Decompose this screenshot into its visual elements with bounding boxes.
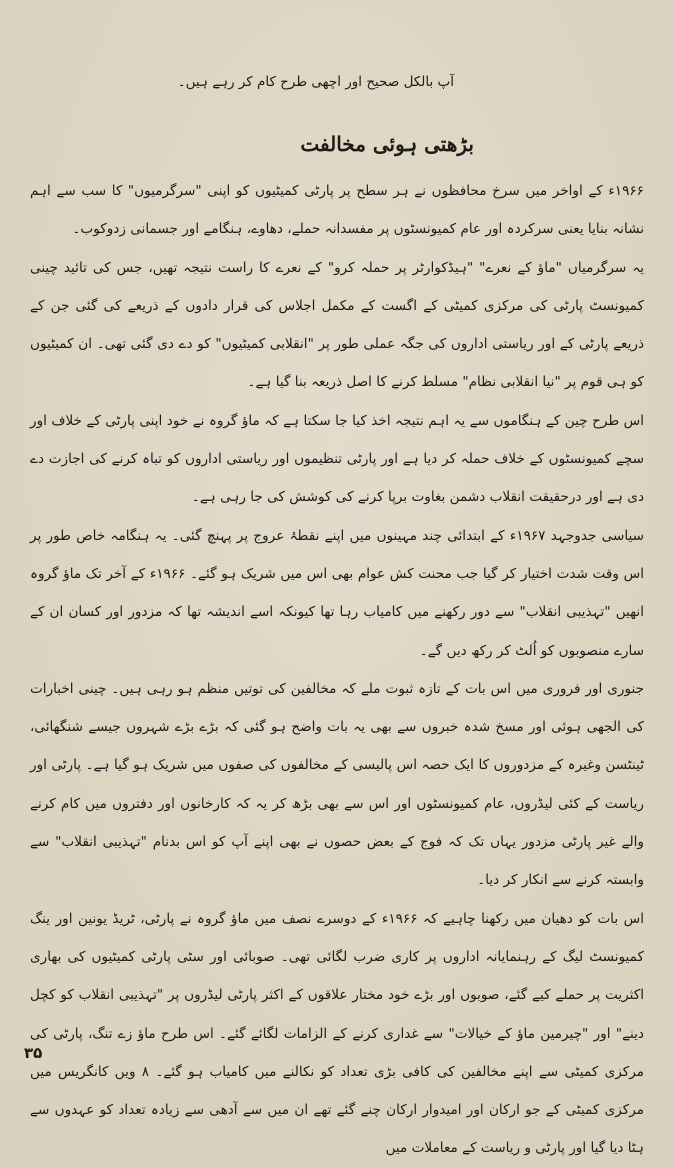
paragraph-5: جنوری اور فروری میں اس بات کے تازہ ثبوت ملے کہ مخالفین کی توتیں منظم ہو رہی ہیں۔ چینی اخبارات کی الجھی ہوئی اور مسخ شدہ خبروں سے بھی یہ بات واضح ہو گئی کہ بڑے بڑے شہروں جیسے شنگھائی، ٹینٹسن وغیرہ کے مزدوروں کا ایک حصہ اس پالیسی کے مخالفوں کی صفوں میں شریک ہو گیا ہے۔ پارٹی اور ریاست کے کئی لیڈروں، عام کمیونسٹوں اور اس سے بھی بڑھ کر یہ کہ کارخانوں اور دفتروں میں کام کرنے والے غیر پارٹی مزدور یہاں تک کہ فوج کے بعض حصوں نے بھی اپنے آپ کو اس بدنام "تہذیبی انقلاب" سے وابستہ کرنے سے انکار کر دیا۔	[30, 680, 644, 889]
paragraph-3: اس طرح چین کے ہنگاموں سے یہ اہم نتیجہ اخذ کیا جا سکتا ہے کہ ماؤ گروہ نے خود اپنی پارٹی کے خلاف اور سچے کمیونسٹوں کے خلاف حملہ کر دیا ہے اور پارٹی تنظیموں اور ریاستی اداروں کو تباہ کرنے کی اجازت دے دی ہے اور درحقیقت انقلاب دشمن بغاوت برپا کرنے کی کوشش کی جا رہی ہے۔	[30, 412, 644, 506]
paragraph-2: یہ سرگرمیاں "ماؤ کے نعرے" "ہیڈکوارٹر پر حملہ کرو" کے نعرے کا راست نتیجہ تھیں، جس کی تائید چینی کمیونسٹ پارٹی کی مرکزی کمیٹی کے اگست کے مکمل اجلاس کی قرار دادوں کے ذریعے کی گئی جن کے ذریعے پارٹی کے اور ریاستی اداروں کی جگہ عملی طور پر "انقلابی کمیٹیوں" کو دے دی گئی تھی۔ ان کمیٹیوں کو ہی قوم پر "نیا انقلابی نظام" مسلط کرنے کا اصل ذریعہ بنا گیا ہے۔	[30, 259, 644, 391]
paragraph-1: ۱۹۶۶ء کے اواخر میں سرخ محافظوں نے ہر سطح پر پارٹی کمیٹیوں کو اپنی "سرگرمیوں" کا سب سے اہم نشانہ بنایا یعنی سرکردہ اور عام کمیونسٹوں پر مفسدانہ حملے، دھاوے، ہنگامے اور جسمانی زدوکوب۔	[30, 183, 644, 238]
paragraph-4: سیاسی جدوجہد ۱۹۶۷ء کے ابتدائی چند مہینوں میں اپنے نقطۂ عروج پر پہنچ گئی۔ یہ ہنگامہ خاص طور پر اس وقت شدت اختیار کر گیا جب محنت کش عوام بھی اس میں شریک ہو گئے۔ ۱۹۶۶ء کے آخر تک ماؤ گروہ انھیں "تہذیبی انقلاب" سے دور رکھنے میں کامیاب رہا تھا کیونکہ اسے اندیشہ تھا کہ مزدور اور کسان ان کے سارے منصوبوں کو اُلٹ کر رکھ دیں گے۔	[30, 527, 644, 659]
page-number: ۳۵	[24, 1044, 43, 1062]
paragraph-6: اس بات کو دھیان میں رکھنا چاہیے کہ ۱۹۶۶ء کے دوسرے نصف میں ماؤ گروہ نے پارٹی، ٹریڈ یونین اور ینگ کمیونسٹ لیگ کے رہنمایانہ اداروں پر کاری ضرب لگائی تھی۔ صوبائی اور سٹی پارٹی کمیٹیوں کی بھاری اکثریت پر حملے کیے گئے، صوبوں اور بڑے خود مختار علاقوں کے اکثر پارٹی لیڈروں پر "تہذیبی انقلاب کو کچل دینے" اور "چیرمین ماؤ کے خیالات" سے غداری کرنے کے الزامات لگائے گئے۔ اس طرح ماؤ زے تنگ، پارٹی کی مرکزی کمیٹی سے اپنے مخالفین کی کافی بڑی تعداد کو نکالنے میں کامیاب ہو گئے۔ ۸ ویں کانگریس میں مرکزی کمیٹی کے جو ارکان اور امیدوار ارکان چنے گئے تھے ان میں سے آدھی سے زیادہ تعداد کو عہدوں سے ہٹا دیا گیا اور پارٹی و ریاست کے معاملات میں	[30, 910, 644, 1157]
section-heading: بڑھتی ہوئی مخالفت	[300, 132, 474, 156]
top-note: آپ بالکل صحیح اور اچھی طرح کام کر رہے ہیں۔	[177, 74, 454, 90]
